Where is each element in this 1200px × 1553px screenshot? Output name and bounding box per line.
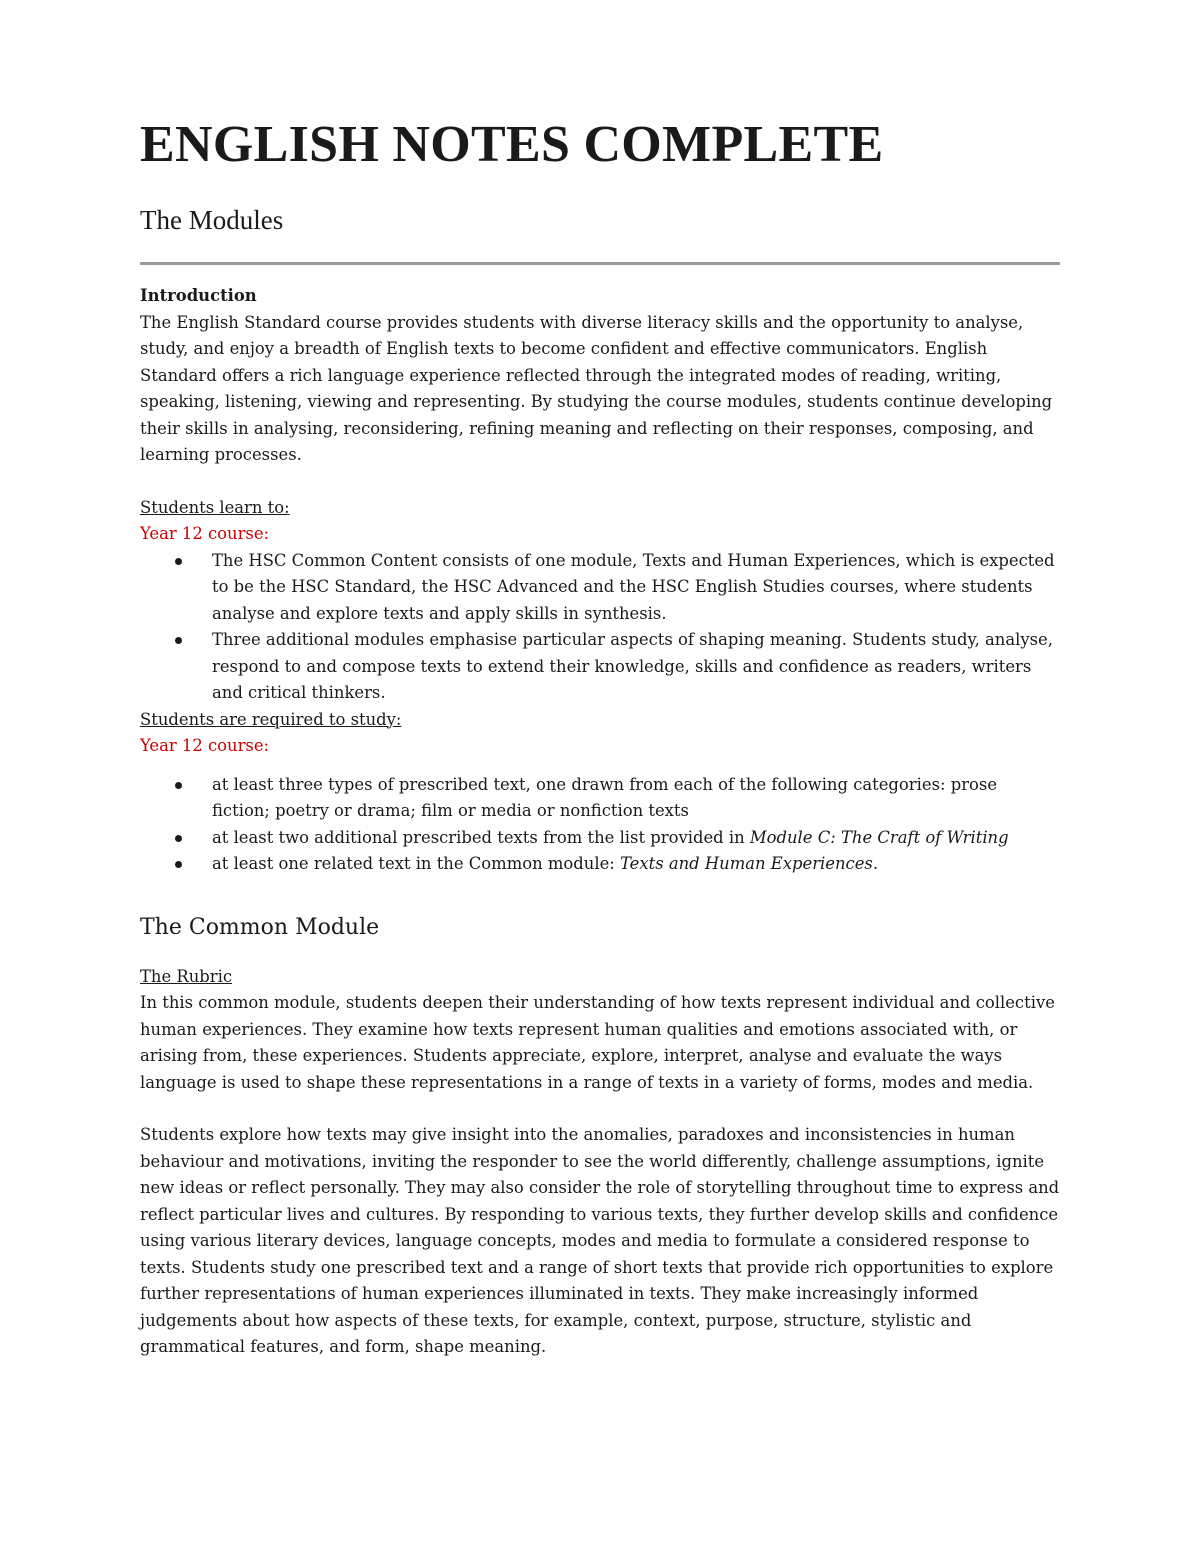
module-c-title: Module C: The Craft of Writing <box>749 827 1009 847</box>
required-bullet-list <box>140 772 1060 878</box>
bullet-icon <box>175 558 182 565</box>
common-module-heading: The Common Module <box>140 914 380 940</box>
introduction-paragraph: The English Standard course provides students with diverse literacy skills and the opportunity to analyse, study, and enjoy a breadth of English texts to become confident and effective communicators. English Standard offers a rich language experience reflected through the integrated modes of reading, writing, speaking, listening, viewing and representing. By studying the course modules, students continue developing their skills in analysing, reconsidering, refining meaning and reflecting on their responses, composing, and learning processes. <box>140 312 1053 464</box>
spacer <box>140 469 1060 495</box>
document-subtitle: The Modules <box>140 205 284 235</box>
list-item <box>140 627 1060 707</box>
list-item <box>140 851 1060 878</box>
rubric-heading: The Rubric <box>140 966 233 986</box>
learn-bullet-list <box>140 548 1060 707</box>
learn-course-label: Year 12 course: <box>140 524 270 543</box>
horizontal-rule <box>140 262 1060 265</box>
bullet-icon <box>175 782 182 789</box>
students-required-heading: Students are required to study: <box>140 709 402 729</box>
students-learn-heading: Students learn to: <box>140 497 290 517</box>
list-item <box>140 825 1060 852</box>
list-item <box>140 548 1060 628</box>
spacer <box>140 1096 1060 1122</box>
bullet-icon <box>175 861 182 868</box>
list-item-text: at least three types of prescribed text, one drawn from each of the following categories: prose fiction; poetry or drama; film or media or nonfiction texts <box>212 774 998 820</box>
list-item-text: at least two additional prescribed texts from the list provided in <box>212 827 750 847</box>
required-course-label: Year 12 course: <box>140 736 270 755</box>
list-item <box>140 772 1060 825</box>
bullet-icon <box>175 637 182 644</box>
list-item-text: The HSC Common Content consists of one module, Texts and Human Experiences, which is expected to be the HSC Standard, the HSC Advanced and the HSC English Studies courses, where students analyse and explore texts and apply skills in synthesis. <box>212 550 1055 623</box>
common-module-title: Texts and Human Experiences. <box>620 854 879 873</box>
list-item-text: at least one related text in the Common module: <box>212 854 621 873</box>
document-page <box>140 110 1060 1361</box>
rubric-paragraph-2: Students explore how texts may give insight into the anomalies, paradoxes and inconsistencies in human behaviour and motivations, inviting the responder to see the world differently, challenge assumptions, ignite new ideas or reflect personally. They may also consider the role of storytelling throughout time to express and reflect particular lives and cultures. By responding to various texts, they further develop skills and confidence using various literary devices, language concepts, modes and media to formulate a considered response to texts. Students study one prescribed text and a range of short texts that provide rich opportunities to explore further representations of human experiences illuminated in texts. They make increasingly informed judgements about how aspects of these texts, for example, context, purpose, structure, stylistic and grammatical features, and form, shape meaning. <box>140 1125 1060 1356</box>
list-item-text: Three additional modules emphasise particular aspects of shaping meaning. Students study, analyse, respond to and compose texts to extend their knowledge, skills and confidence as readers, writers and critical thinkers. <box>212 630 1053 702</box>
spacer <box>140 760 1060 772</box>
rubric-paragraph-1: In this common module, students deepen their understanding of how texts represent individual and collective human experiences. They examine how texts represent human qualities and emotions associated with, or arising from, these experiences. Students appreciate, explore, interpret, analyse and evaluate the ways language is used to shape these representations in a range of texts in a variety of forms, modes and media. <box>140 993 1055 1092</box>
introduction-heading: Introduction <box>140 286 257 305</box>
document-title: ENGLISH NOTES COMPLETE <box>140 116 884 173</box>
bullet-icon <box>175 835 182 842</box>
